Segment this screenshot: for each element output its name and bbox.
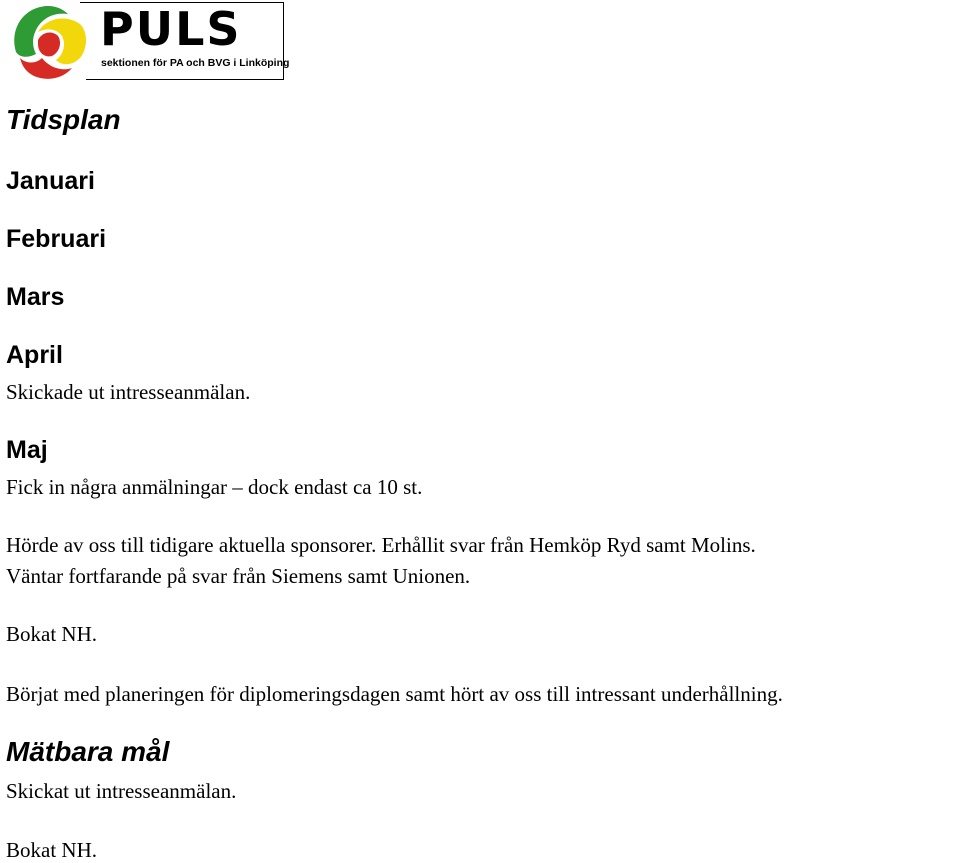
may-paragraph: Börjat med planeringen för diplomeringsdagen samt hört av oss till intressant underhållning.	[6, 682, 783, 706]
may-paragraph: Väntar fortfarande på svar från Siemens samt Unionen.	[6, 564, 471, 588]
puls-logo-mark-icon	[8, 2, 92, 82]
month-heading-january: Januari	[6, 167, 95, 195]
month-heading-may: Maj	[6, 436, 48, 464]
month-heading-march: Mars	[6, 283, 65, 311]
logo-underline	[86, 79, 284, 80]
logo-wordmark: PULS	[100, 2, 242, 56]
april-paragraph: Skickade ut intresseanmälan.	[6, 380, 251, 404]
may-paragraph: Fick in några anmälningar – dock endast ca 10 st.	[6, 475, 423, 499]
measurable-goal-item: Bokat NH.	[6, 838, 97, 862]
month-heading-february: Februari	[6, 225, 107, 253]
document-title: Tidsplan	[6, 104, 121, 135]
may-paragraph: Hörde av oss till tidigare aktuella sponsorer. Erhållit svar från Hemköp Ryd samt Molins.	[6, 533, 756, 557]
puls-logo	[8, 2, 290, 82]
measurable-goals-heading: Mätbara mål	[6, 736, 170, 767]
logo-tagline: sektionen för PA och BVG i Linköping	[101, 57, 290, 69]
measurable-goal-item: Skickat ut intresseanmälan.	[6, 779, 237, 803]
may-paragraph: Bokat NH.	[6, 622, 97, 646]
month-heading-april: April	[6, 341, 63, 369]
